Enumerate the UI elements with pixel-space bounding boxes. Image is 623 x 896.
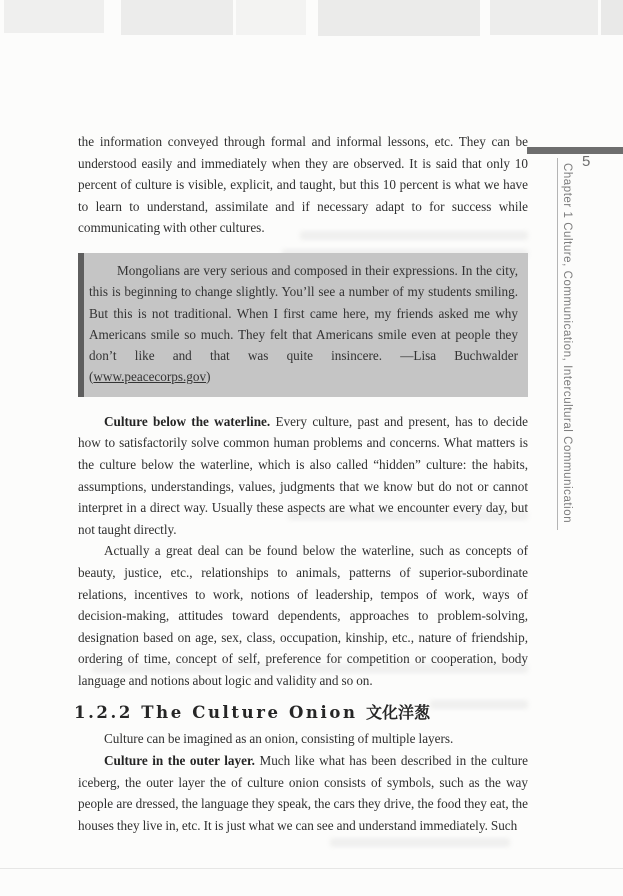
paragraph-onion-intro: Culture can be imagined as an onion, consisting of multiple layers. <box>104 731 454 747</box>
paragraph-iceberg-continued: the information conveyed through formal and informal lessons, etc. They can be understood easily and immediately when they are observed. It is said that only 10 percent of culture is visible, explicit, and taught, but this 10 percent is what we have to learn to understand, assimilate and if necessary adapt to for success while communicating with other cultures. <box>78 134 528 236</box>
section-title: The Culture Onion <box>141 703 358 723</box>
page-number: 5 <box>582 153 591 170</box>
scan-artifact-band <box>236 0 306 35</box>
section-number: 1.2.2 <box>74 703 133 723</box>
scan-artifact-band <box>318 0 480 36</box>
chapter-running-title: Chapter 1 Culture, Communication, Intercultural Communication <box>561 163 573 524</box>
scan-artifact-rule <box>0 868 623 869</box>
paragraph-lead: Culture below the waterline. <box>104 413 271 429</box>
paragraph-culture-below-waterline <box>78 411 528 541</box>
paragraph-below-waterline-detail <box>78 540 528 691</box>
quote-box <box>78 253 528 397</box>
paragraph-culture-outer-layer <box>78 750 528 836</box>
chapter-tab-bar <box>527 147 623 154</box>
bleed-through-line <box>330 838 510 847</box>
paragraph-text: Much like what has been described in the culture iceberg, the outer layer the of culture onion consists of symbols, such as the way people are dressed, the language they speak, the cars they drive, the food they eat, the houses they live in, etc. It is just what we can see and understand immediately. Such <box>78 753 528 833</box>
scan-artifact-band <box>601 0 623 35</box>
quote-text: Mongolians are very serious and composed in their expressions. In the city, this is beginning to change slightly. You’ll see a number of my students smiling. But this is not traditional. When I first came here, my friends asked me why Americans smile so much. They felt that Americans smile even at people they don’t like and that was quite insincere. —Lisa Buchwalder ( <box>89 262 518 385</box>
section-heading-culture-onion <box>74 700 528 723</box>
peacecorps-url: www.peacecorps.gov <box>93 369 207 385</box>
quote-closing-paren: ) <box>206 369 211 385</box>
paragraph-lead: Culture in the outer layer. <box>104 753 255 769</box>
paragraph-text: Actually a great deal can be found below the waterline, such as concepts of beauty, justice, etc., relationships to animals, patterns of superior-subordinate relations, incentives to work, notions of leadership, tempos of work, ways of decision-making, attitudes toward dependents, approaches to problem-solving, designation based on age, sex, class, occupation, kinship, etc., nature of friendship, ordering of time, concept of self, preference for competition or cooperation, body language and notions about logic and validity and so on. <box>78 543 528 688</box>
scan-artifact-band <box>121 0 233 35</box>
scan-artifact-band <box>490 0 598 35</box>
scan-artifact-band <box>4 0 104 33</box>
section-title-chinese: 文化洋葱 <box>365 703 430 723</box>
quote-paragraph <box>89 260 518 388</box>
page-body <box>74 131 528 836</box>
paragraph-text: Every culture, past and present, has to decide how to satisfactorily solve common human problems and concerns. What matters is the culture below the waterline, which is also called “hidden” culture: the habits, assumptions, understandings, values, judgments that we know but do not or cannot interpret in a direct way. Usually these aspects are what we encounter every day, but not taught directly. <box>78 413 528 537</box>
sidebar-divider-rule <box>557 158 558 530</box>
